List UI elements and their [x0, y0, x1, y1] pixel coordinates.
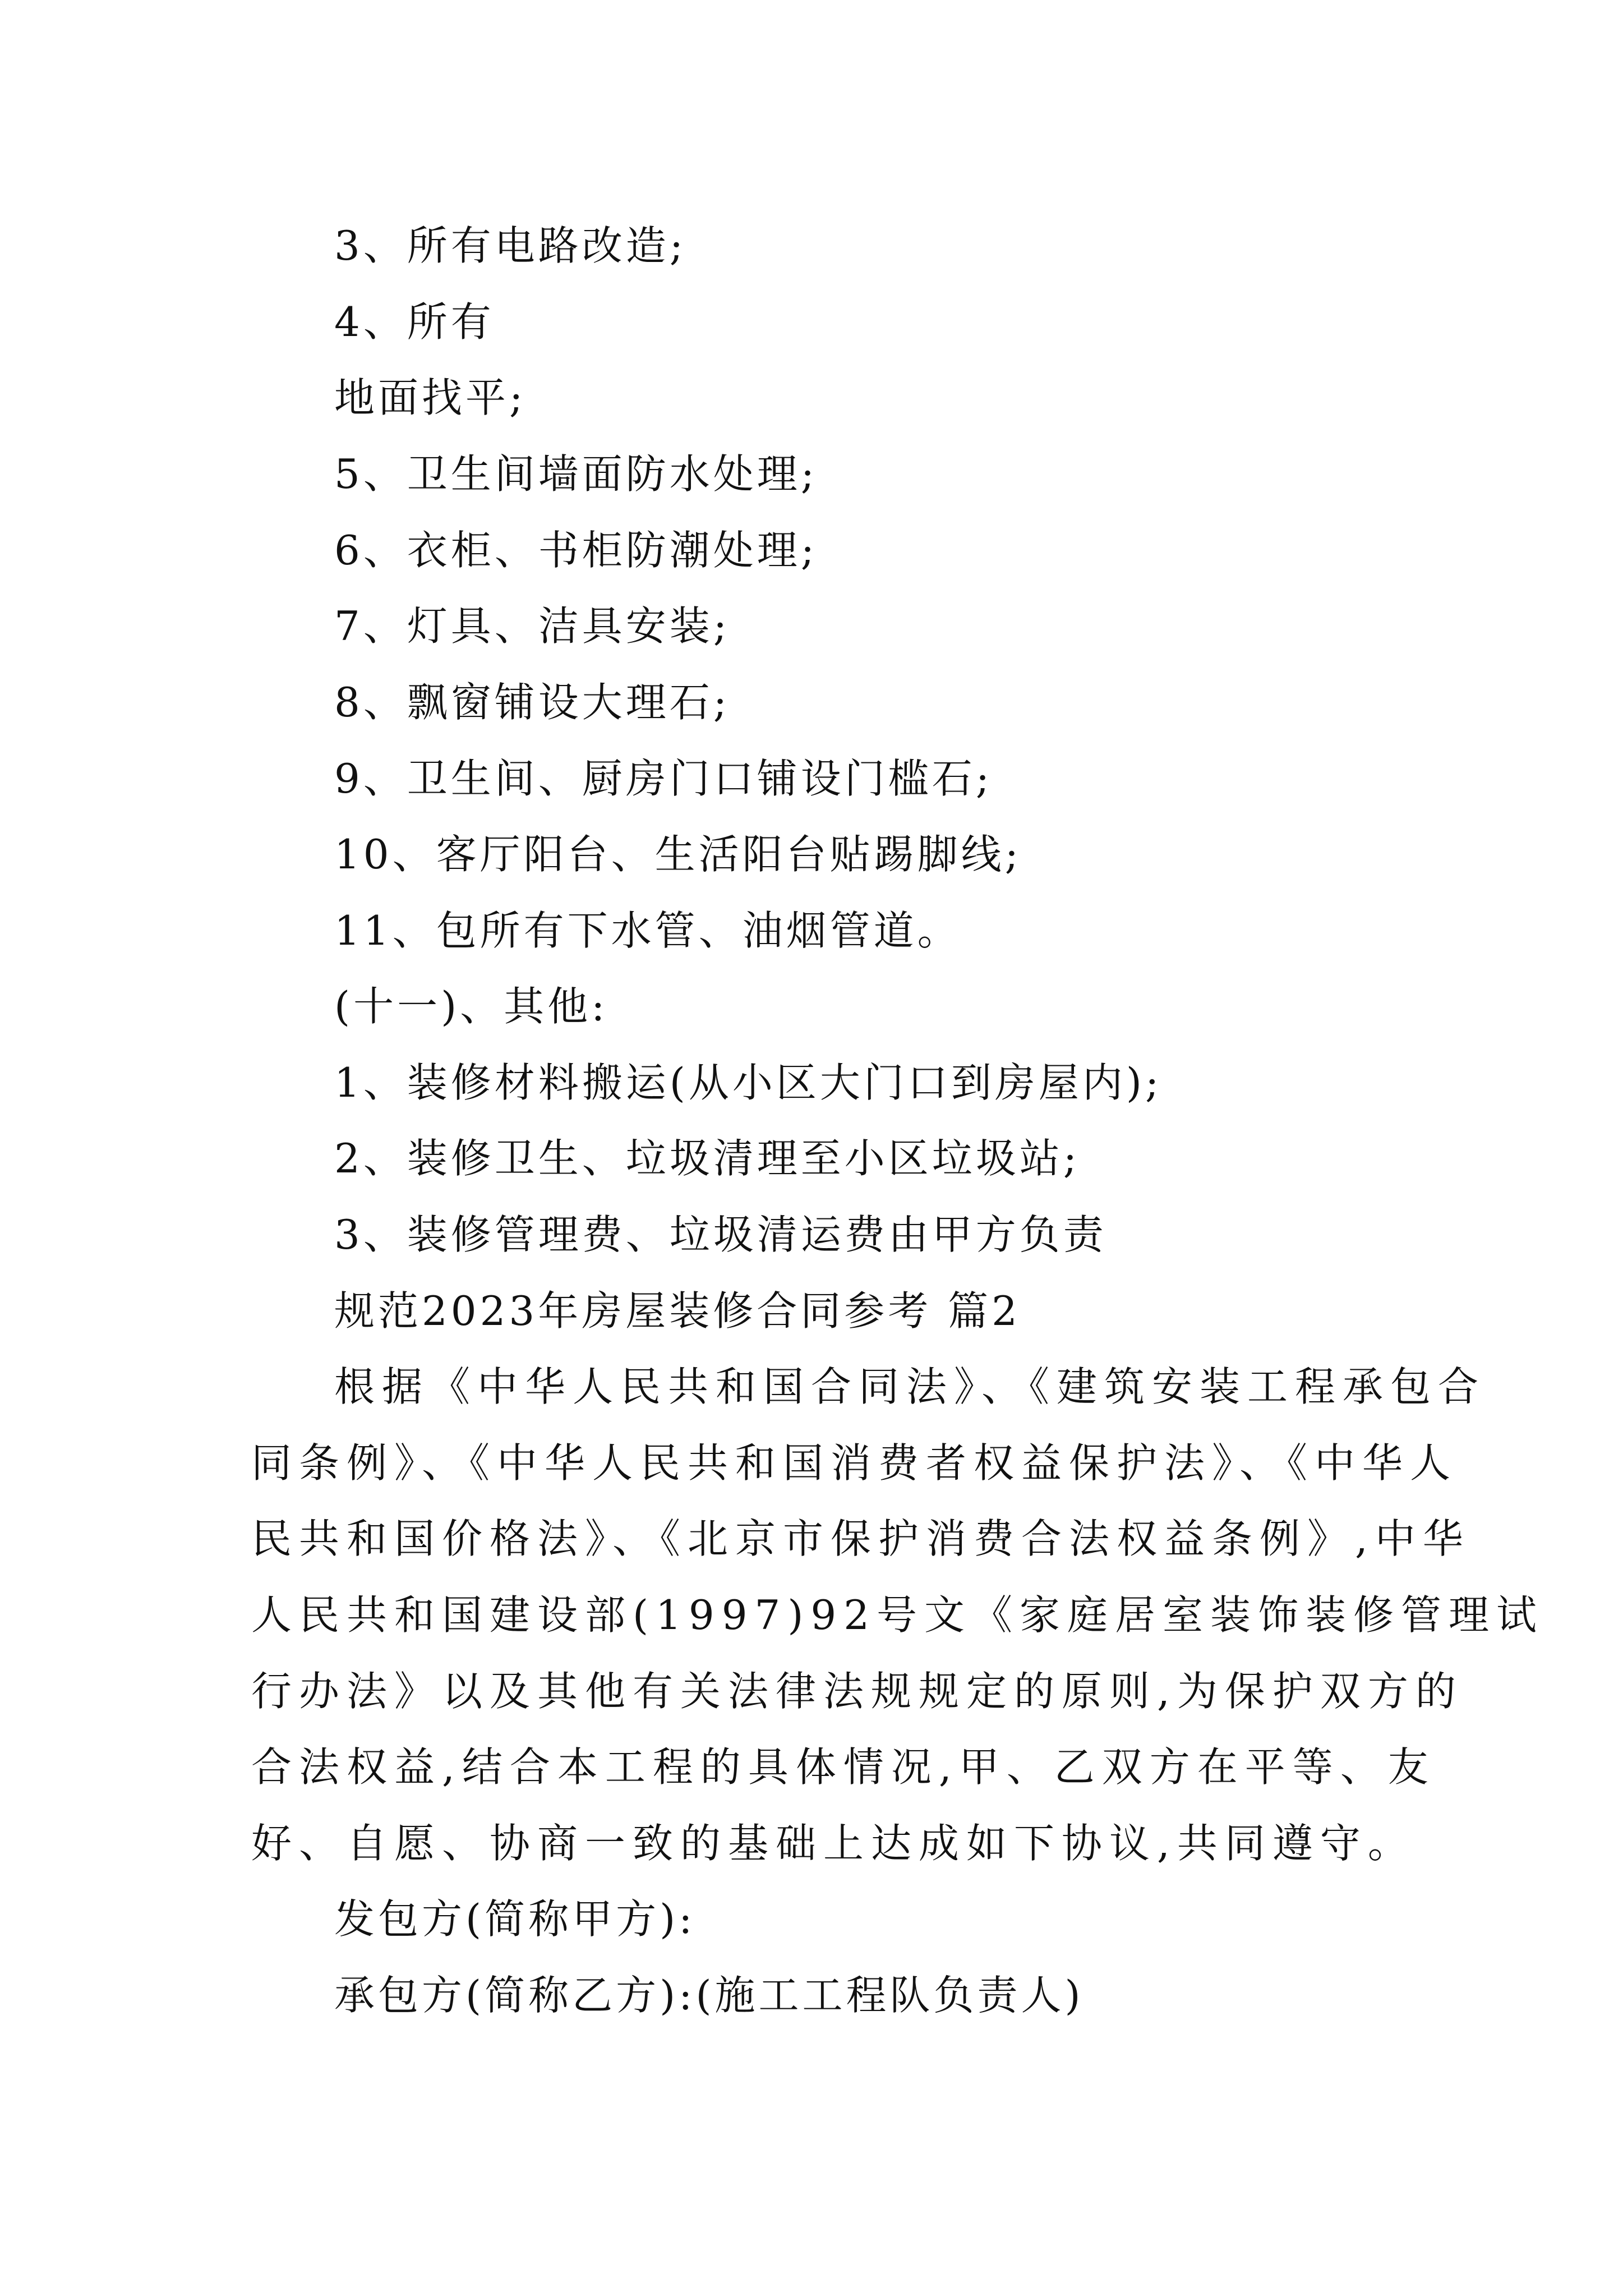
list-item: 2、装修卫生、垃圾清理至小区垃圾站; — [334, 1135, 1081, 1182]
section-heading: 规范2023年房屋装修合同参考 篇2 — [334, 1287, 1021, 1335]
paragraph-line: 行办法》以及其他有关法律法规规定的原则,为保护双方的 — [251, 1668, 1463, 1715]
paragraph-line: 根据《中华人民共和国合同法》、《建筑安装工程承包合 — [334, 1363, 1486, 1410]
list-item: 7、灯具、洁具安装; — [334, 602, 731, 650]
list-item: 1、装修材料搬运(从小区大门口到房屋内); — [334, 1059, 1163, 1106]
paragraph-line: 人民共和国建设部(1997)92号文《家庭居室装饰装修管理试 — [251, 1591, 1544, 1639]
list-item: 10、客厅阳台、生活阳台贴踢脚线; — [334, 831, 1022, 878]
paragraph-line: 同条例》、《中华人民共和国消费者权益保护法》、《中华人 — [251, 1439, 1458, 1487]
list-item: (十一)、其他: — [334, 983, 608, 1030]
list-item: 3、所有电路改造; — [334, 222, 687, 269]
party-b-line: 承包方(简称乙方):(施工工程队负责人) — [334, 1972, 1084, 2019]
list-item: 8、飘窗铺设大理石; — [334, 679, 731, 726]
list-item: 9、卫生间、厨房门口铺设门槛石; — [334, 755, 993, 802]
list-item: 5、卫生间墙面防水处理; — [334, 450, 818, 498]
paragraph-line: 合法权益,结合本工程的具体情况,甲、乙双方在平等、友 — [251, 1743, 1436, 1791]
list-item: 6、衣柜、书柜防潮处理; — [334, 527, 818, 574]
paragraph-line: 民共和国价格法》、《北京市保护消费合法权益条例》,中华 — [251, 1515, 1470, 1562]
list-item: 3、装修管理费、垃圾清运费由甲方负责 — [334, 1211, 1107, 1258]
paragraph-line: 好、自愿、协商一致的基础上达成如下协议,共同遵守。 — [251, 1820, 1415, 1867]
list-item: 4、所有 — [334, 298, 495, 346]
list-item: 地面找平; — [334, 374, 527, 421]
list-item: 11、包所有下水管、油烟管道。 — [334, 907, 961, 954]
party-a-line: 发包方(简称甲方): — [334, 1895, 696, 1943]
